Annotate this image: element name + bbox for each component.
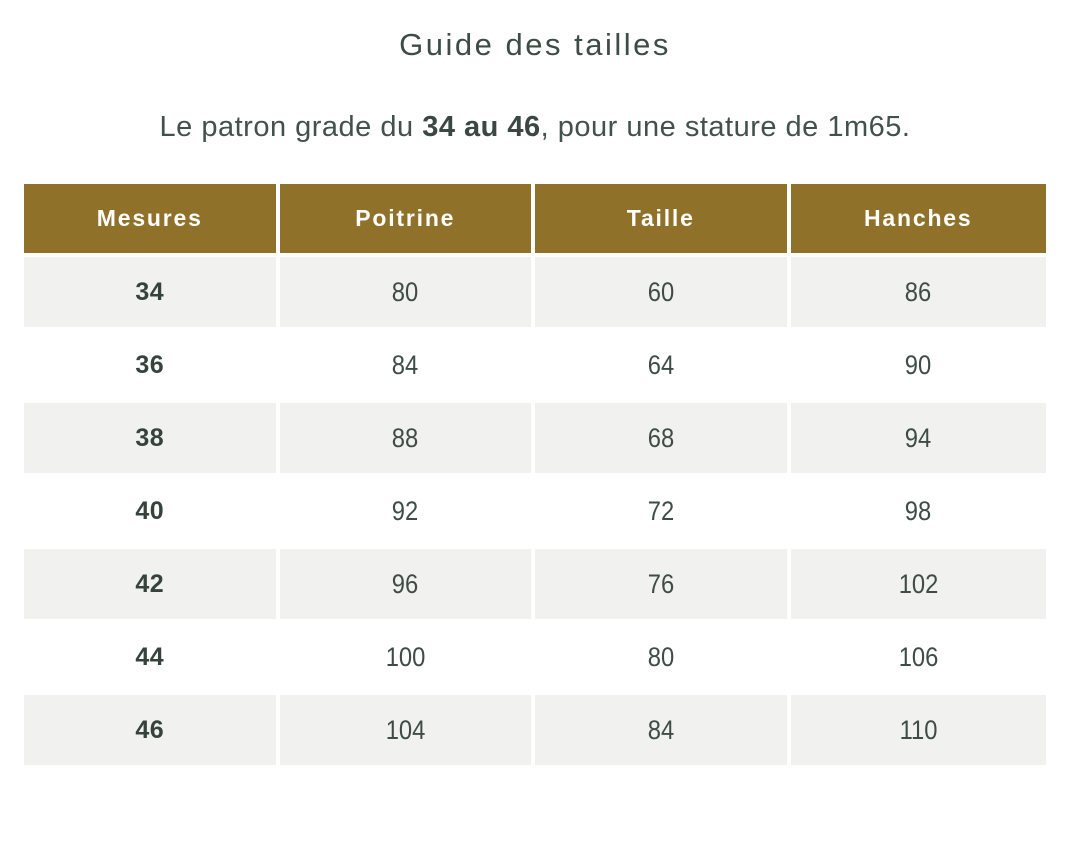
- taille-value: 68: [647, 422, 674, 453]
- size-value: 46: [135, 715, 165, 744]
- poitrine-value: 88: [392, 422, 419, 453]
- subtitle-suffix: , pour une stature de 1m65.: [540, 111, 911, 143]
- taille-value: 80: [647, 641, 674, 672]
- size-table: [24, 184, 1046, 768]
- taille-value: 76: [647, 568, 674, 599]
- poitrine-value: 100: [385, 641, 426, 672]
- poitrine-value: 96: [392, 568, 419, 599]
- hanches-value: 98: [905, 495, 932, 526]
- table-row-42: [24, 549, 1046, 622]
- size-value: 34: [135, 277, 165, 306]
- size-value: 36: [135, 350, 165, 379]
- size-table-body: [24, 257, 1046, 768]
- page-title: Guide des tailles: [399, 27, 671, 62]
- hanches-value: 86: [905, 276, 932, 307]
- taille-value: 84: [647, 714, 674, 745]
- table-row-44: [24, 622, 1046, 695]
- column-header-taille: Taille: [535, 184, 791, 257]
- taille-value: 60: [647, 276, 674, 307]
- size-value: 38: [135, 423, 165, 452]
- table-row-38: [24, 403, 1046, 476]
- size-value: 42: [135, 569, 165, 598]
- subtitle-size-range: 34 au 46: [422, 111, 541, 143]
- size-value: 44: [135, 642, 165, 671]
- poitrine-value: 92: [392, 495, 419, 526]
- hanches-value: 106: [898, 641, 939, 672]
- size-table-header: [24, 184, 1046, 257]
- hanches-value: 94: [905, 422, 932, 453]
- table-row-34: [24, 257, 1046, 330]
- header-row: [24, 184, 1046, 257]
- hanches-value: 110: [899, 714, 938, 745]
- size-value: 40: [135, 496, 165, 525]
- taille-value: 64: [647, 349, 674, 380]
- taille-value: 72: [647, 495, 674, 526]
- column-header-mesures: Mesures: [24, 184, 280, 257]
- table-row-46: [24, 695, 1046, 768]
- table-row-36: [24, 330, 1046, 403]
- table-row-40: [24, 476, 1046, 549]
- subtitle-prefix: Le patron grade du: [159, 111, 423, 143]
- poitrine-value: 84: [392, 349, 419, 380]
- subtitle: [0, 111, 1070, 144]
- poitrine-value: 80: [392, 276, 419, 307]
- hanches-value: 90: [905, 349, 932, 380]
- hanches-value: 102: [898, 568, 939, 599]
- column-header-poitrine: Poitrine: [280, 184, 536, 257]
- column-header-hanches: Hanches: [791, 184, 1047, 257]
- size-table-container: [24, 184, 1046, 768]
- poitrine-value: 104: [385, 714, 426, 745]
